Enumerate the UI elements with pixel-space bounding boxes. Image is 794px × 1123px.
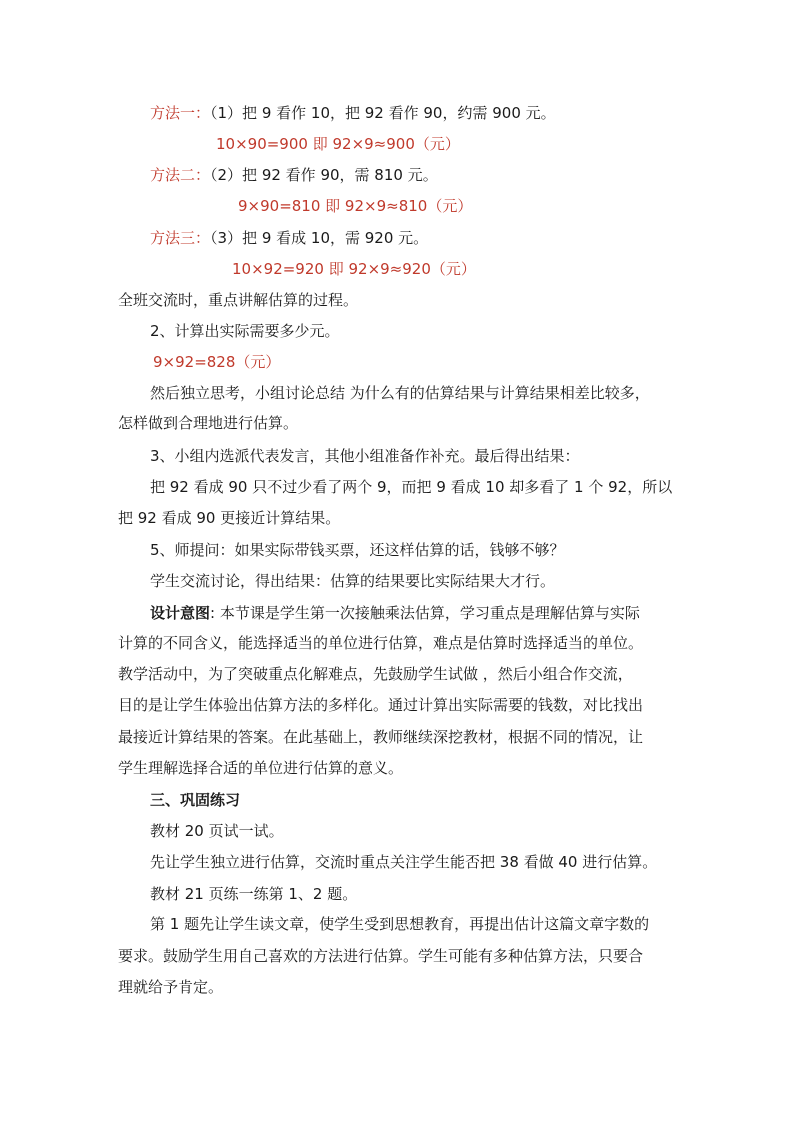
method-3-calc: 10×92=920 即 92×9≈920（元） bbox=[232, 260, 476, 278]
method-2-text: （2）把 92 看作 90，需 810 元。 bbox=[210, 166, 438, 184]
method-3-text: （3）把 9 看成 10，需 920 元。 bbox=[210, 229, 429, 247]
think-text-1: 然后独立思考，小组讨论总结 为什么有的估算结果与计算结果相差比较多， bbox=[150, 384, 650, 402]
method-1-text: （1）把 9 看作 10，把 92 看作 90，约需 900 元。 bbox=[210, 104, 556, 122]
practice-para-1: 第 1 题先让学生读文章，使学生受到思想教育，再提出估计这篇文章字数的 bbox=[150, 915, 650, 933]
design-intent-text-3: 教学活动中，为了突破重点化解难点，先鼓励学生试做 ，然后小组合作交流， bbox=[118, 665, 633, 683]
practice-item-2: 先让学生独立进行估算，交流时重点关注学生能否把 38 看做 40 进行估算。 bbox=[150, 853, 658, 871]
step-5-question: 5、师提问：如果实际带钱买票，还这样估算的话，钱够不够？ bbox=[150, 541, 565, 559]
practice-item-3: 教材 21 页练一练第 1、2 题。 bbox=[150, 885, 358, 903]
practice-para-3: 理就给予肯定。 bbox=[118, 978, 224, 996]
design-intent-line-1 bbox=[150, 603, 640, 623]
practice-heading: 三、巩固练习 bbox=[150, 791, 241, 809]
design-intent-label: 设计意图 bbox=[150, 604, 211, 622]
method-2-label: 方法二： bbox=[150, 166, 211, 184]
step-2-text: 2、计算出实际需要多少元。 bbox=[150, 322, 340, 340]
practice-item-1: 教材 20 页试一试。 bbox=[150, 822, 284, 840]
design-intent-text-4: 目的是让学生体验出估算方法的多样化。通过计算出实际需要的钱数，对比找出 bbox=[118, 696, 644, 714]
method-3-line bbox=[150, 228, 428, 248]
result-text-1: 把 92 看成 90 只不过少看了两个 9，而把 9 看成 10 却多看了 1 个 92，所以 bbox=[150, 478, 673, 496]
design-intent-text-1: : 本节课是学生第一次接触乘法估算，学习重点是理解估算与实际 bbox=[210, 604, 640, 622]
practice-para-2: 要求。鼓励学生用自己喜欢的方法进行估算。学生可能有多种估算方法，只要合 bbox=[118, 947, 644, 965]
method-1-line bbox=[150, 103, 556, 123]
design-intent-text-2: 计算的不同含义，能选择适当的单位进行估算，难点是估算时选择适当的单位。 bbox=[118, 634, 644, 652]
step-3-text: 3、小组内选派代表发言，其他小组准备作补充。最后得出结果： bbox=[150, 447, 580, 465]
result-text-2: 把 92 看成 90 更接近计算结果。 bbox=[118, 509, 341, 527]
step-2-calc: 9×92=828（元） bbox=[153, 353, 281, 371]
method-1-label: 方法一： bbox=[150, 104, 211, 122]
think-text-2: 怎样做到合理地进行估算。 bbox=[118, 414, 299, 432]
method-1-calc: 10×90=900 即 92×9≈900（元） bbox=[216, 135, 460, 153]
step-5-answer: 学生交流讨论，得出结果：估算的结果要比实际结果大才行。 bbox=[150, 572, 556, 590]
class-discuss-text: 全班交流时，重点讲解估算的过程。 bbox=[118, 291, 359, 309]
method-2-calc: 9×90=810 即 92×9≈810（元） bbox=[238, 197, 473, 215]
method-3-label: 方法三： bbox=[150, 229, 211, 247]
design-intent-text-5: 最接近计算结果的答案。在此基础上，教师继续深挖教材，根据不同的情况，让 bbox=[118, 728, 644, 746]
design-intent-text-6: 学生理解选择合适的单位进行估算的意义。 bbox=[118, 759, 404, 777]
method-2-line bbox=[150, 165, 438, 185]
